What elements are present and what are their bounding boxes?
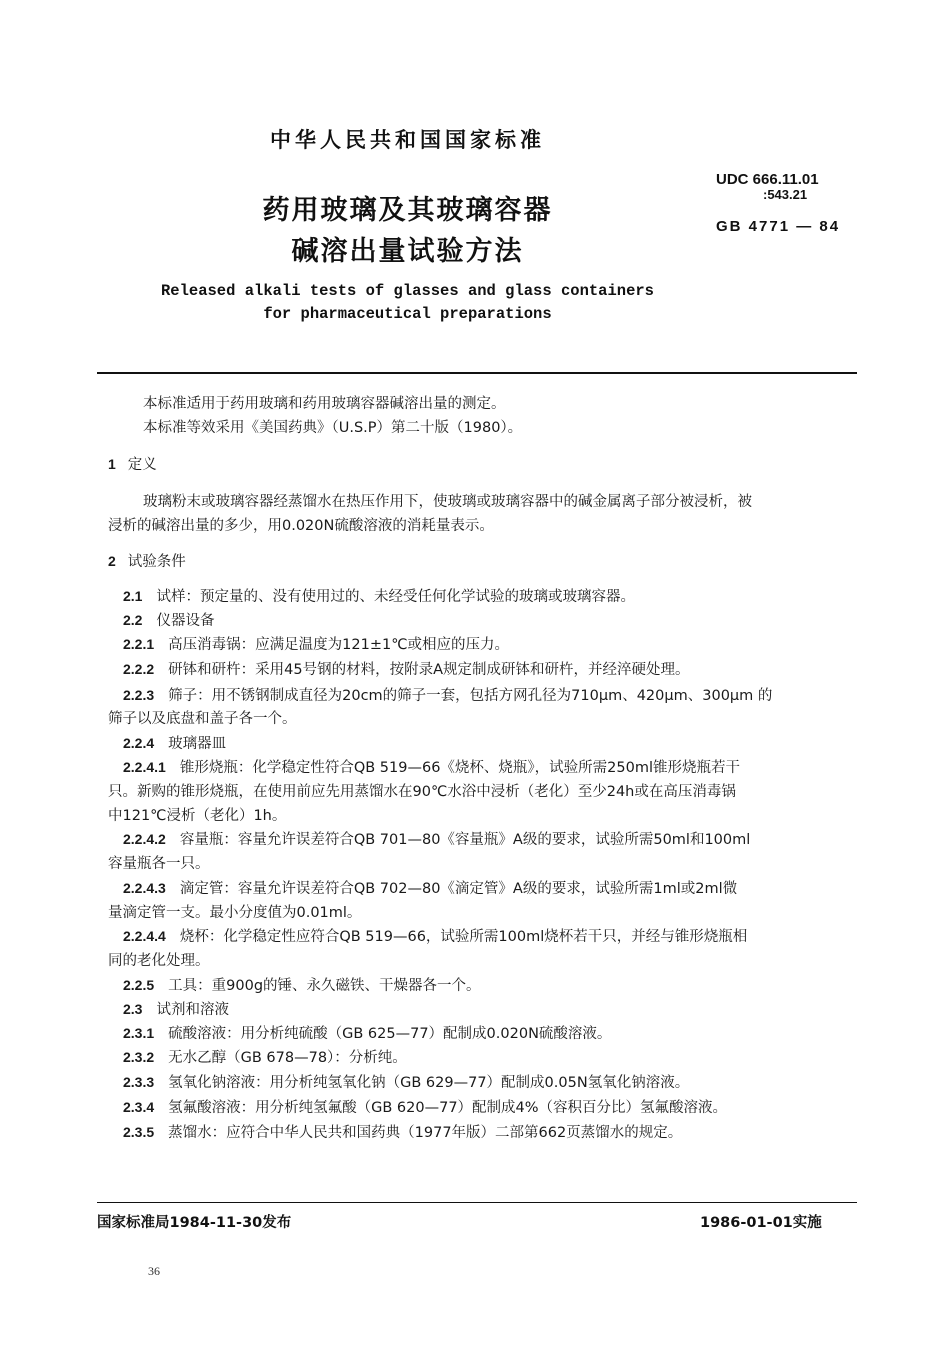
intro-line-2: 本标准等效采用《美国药典》（U.S.P）第二十版（1980）。 xyxy=(143,420,523,436)
intro-line-1: 本标准适用于药用玻璃和药用玻璃容器碱溶出量的测定。 xyxy=(143,396,506,412)
clause-2-2-4-2 xyxy=(123,828,750,849)
clause-2-2-4-4 xyxy=(123,925,747,946)
clause-text: 玻璃器皿 xyxy=(168,736,227,752)
paragraph-line: 浸析的碱溶出量的多少，用0.020N硫酸溶液的消耗量表示。 xyxy=(108,518,494,534)
clause-text: 烧杯：化学稳定性应符合QB 519—66，试验所需100ml烧杯若干只，并经与锥形烧瓶相 xyxy=(179,929,748,945)
clause-number: 2.3.4 xyxy=(123,1099,155,1115)
section-heading xyxy=(108,550,186,571)
udc-line-1: UDC 666.11.01 xyxy=(716,171,819,188)
clause-number: 2.1 xyxy=(123,588,143,604)
section-title: 试验条件 xyxy=(127,554,186,570)
clause-text: 硫酸溶液：用分析纯硫酸（GB 625—77）配制成0.020N硫酸溶液。 xyxy=(168,1026,612,1042)
clause-text: 试样：预定量的、没有使用过的、未经受任何化学试验的玻璃或玻璃容器。 xyxy=(156,589,635,605)
udc-line-2: :543.21 xyxy=(763,187,808,202)
paragraph-line: 同的老化处理。 xyxy=(108,953,210,969)
national-standard-heading: 中华人民共和国国家标准 xyxy=(270,128,545,152)
clause-2-1 xyxy=(123,585,635,606)
clause-number: 2.3 xyxy=(123,1001,143,1017)
clause-2-3-3 xyxy=(123,1071,689,1092)
section-title: 定义 xyxy=(127,457,157,473)
gb-standard-number: GB 4771 — 84 xyxy=(716,218,841,235)
clause-text: 仪器设备 xyxy=(156,613,215,629)
effective-date: 1986-01-01实施 xyxy=(700,1215,822,1231)
clause-text: 蒸馏水：应符合中华人民共和国药典（1977年版）二部第662页蒸馏水的规定。 xyxy=(168,1125,683,1141)
clause-2-2-4-3 xyxy=(123,877,737,898)
clause-number: 2.2.1 xyxy=(123,636,155,652)
clause-number: 2.2.3 xyxy=(123,687,155,703)
paragraph-line: 只。新购的锥形烧瓶，在使用前应先用蒸馏水在90℃水浴中浸析（老化）至少24h或在高压消毒锅 xyxy=(108,784,736,800)
clause-2-2-4-1 xyxy=(123,756,740,777)
clause-number: 2.2.4 xyxy=(123,735,155,751)
clause-number: 2.2.4.2 xyxy=(123,831,166,847)
paragraph-line: 玻璃粉末或玻璃容器经蒸馏水在热压作用下，使玻璃或玻璃容器中的碱金属离子部分被浸析，被 xyxy=(143,494,752,510)
clause-2-3-5 xyxy=(123,1121,682,1142)
clause-text: 工具：重900g的锤、永久磁铁、干燥器各一个。 xyxy=(168,978,481,994)
clause-2-3 xyxy=(123,998,229,1019)
clause-text: 滴定管：容量允许误差符合QB 702—80《滴定管》A级的要求，试验所需1ml或2ml微 xyxy=(179,881,738,897)
clause-2-2-4 xyxy=(123,732,226,753)
paragraph-line: 容量瓶各一只。 xyxy=(108,856,210,872)
clause-text: 无水乙醇（GB 678—78）：分析纯。 xyxy=(168,1050,407,1066)
clause-2-3-4 xyxy=(123,1096,727,1117)
footer-divider xyxy=(97,1202,857,1203)
paragraph-line: 筛子以及底盘和盖子各一个。 xyxy=(108,711,297,727)
clause-text: 高压消毒锅：应满足温度为121±1℃或相应的压力。 xyxy=(168,637,509,653)
title-en-line-2: for pharmaceutical preparations xyxy=(263,305,552,323)
clause-2-2-3 xyxy=(123,684,772,705)
clause-number: 2.3.5 xyxy=(123,1124,155,1140)
clause-number: 2.2.4.1 xyxy=(123,759,166,775)
clause-2-2-2 xyxy=(123,658,690,679)
section-number: 1 xyxy=(108,456,116,472)
section-heading xyxy=(108,453,157,474)
clause-number: 2.2.4.4 xyxy=(123,928,166,944)
clause-2-3-2 xyxy=(123,1046,407,1067)
clause-number: 2.3.1 xyxy=(123,1025,155,1041)
clause-text: 锥形烧瓶：化学稳定性符合QB 519—66《烧杯、烧瓶》，试验所需250ml锥形烧瓶若干 xyxy=(179,760,741,776)
header-divider xyxy=(97,372,857,374)
page-number: 36 xyxy=(148,1264,160,1278)
clause-text: 容量瓶：容量允许误差符合QB 701—80《容量瓶》A级的要求，试验所需50ml和100ml xyxy=(179,832,751,848)
clause-text: 试剂和溶液 xyxy=(156,1002,229,1018)
title-en-line-1: Released alkali tests of glasses and glass containers xyxy=(161,282,654,300)
clause-text: 氢氧化钠溶液：用分析纯氢氧化钠（GB 629—77）配制成0.05N氢氧化钠溶液。 xyxy=(168,1075,690,1091)
clause-2-2-1 xyxy=(123,633,509,654)
clause-number: 2.2 xyxy=(123,612,143,628)
clause-number: 2.2.4.3 xyxy=(123,880,166,896)
title-cn-line-2: 碱溶出量试验方法 xyxy=(291,236,524,267)
clause-number: 2.3.3 xyxy=(123,1074,155,1090)
clause-text: 筛子：用不锈钢制成直径为20cm的筛子一套，包括方网孔径为710μm、420μm、300μm 的 xyxy=(168,688,773,704)
clause-2-2 xyxy=(123,609,214,630)
clause-text: 研钵和研杵：采用45号钢的材料，按附录A规定制成研钵和研杵，并经淬硬处理。 xyxy=(168,662,690,678)
paragraph-line: 中121℃浸析（老化）1h。 xyxy=(108,808,287,824)
clause-2-3-1 xyxy=(123,1022,611,1043)
clause-number: 2.2.2 xyxy=(123,661,155,677)
clause-number: 2.3.2 xyxy=(123,1049,155,1065)
clause-text: 氢氟酸溶液：用分析纯氢氟酸（GB 620—77）配制成4%（容积百分比）氢氟酸溶液。 xyxy=(168,1100,728,1116)
issue-date: 国家标准局1984-11-30发布 xyxy=(97,1215,292,1231)
paragraph-line: 量滴定管一支。最小分度值为0.01ml。 xyxy=(108,905,362,921)
clause-number: 2.2.5 xyxy=(123,977,155,993)
clause-2-2-5 xyxy=(123,974,481,995)
section-number: 2 xyxy=(108,553,116,569)
title-cn-line-1: 药用玻璃及其玻璃容器 xyxy=(262,195,553,226)
